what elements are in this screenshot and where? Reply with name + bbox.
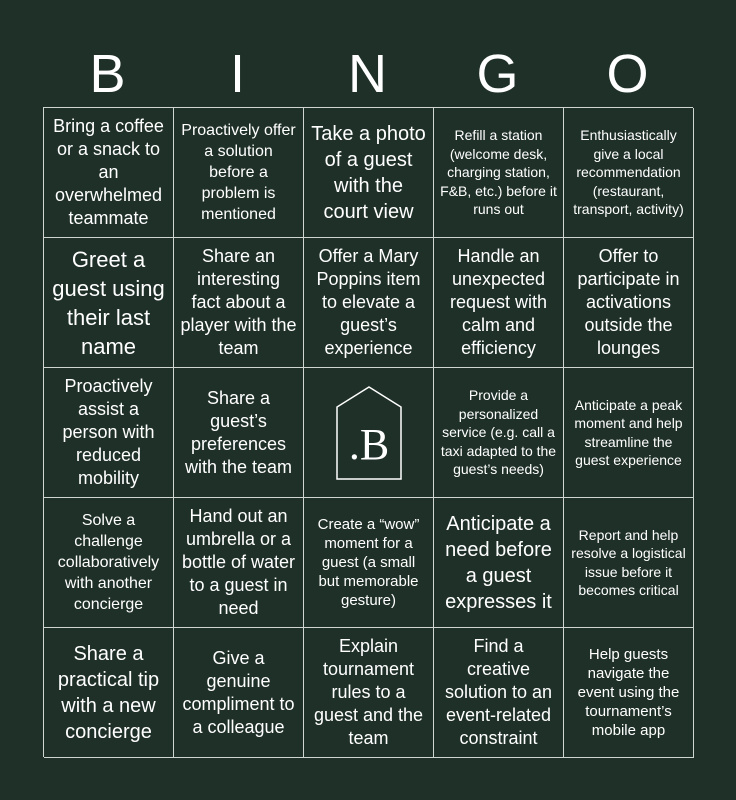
bingo-cell-r5c4[interactable]	[434, 628, 564, 758]
cell-text: Handle an unexpected request with calm and efficiency	[449, 246, 548, 358]
bingo-cell-r1c3[interactable]	[304, 108, 434, 238]
bingo-cell-r1c1[interactable]	[44, 108, 174, 238]
bingo-cell-r1c4[interactable]	[434, 108, 564, 238]
cell-text: Anticipate a need before a guest expresses it	[445, 512, 552, 613]
cell-text: Greet a guest using their last name	[52, 246, 165, 359]
cell-text: Share an interesting fact about a player with the team	[180, 246, 297, 358]
bingo-header	[43, 42, 693, 106]
cell-text: Share a guest’s preferences with the team	[184, 387, 293, 477]
cell-text: Report and help resolve a logistical issue before it becomes critical	[571, 526, 686, 598]
bingo-cell-r2c4[interactable]	[434, 238, 564, 368]
cell-text: Create a “wow” moment for a guest (a small but memorable gesture)	[317, 516, 420, 609]
header-letter-o: O	[606, 44, 650, 104]
bingo-cell-r1c2[interactable]	[174, 108, 304, 238]
bingo-cell-r4c3[interactable]	[304, 498, 434, 628]
header-letter-i: I	[229, 44, 246, 104]
bingo-cell-r4c4[interactable]	[434, 498, 564, 628]
cell-text: Give a genuine compliment to a colleague	[182, 647, 295, 737]
bingo-cell-r2c3[interactable]	[304, 238, 434, 368]
bingo-cell-r3c1[interactable]	[44, 368, 174, 498]
cell-text: Refill a station (welcome desk, charging station, F&B, etc.) before it runs out	[440, 127, 557, 218]
cell-text: Offer a Mary Poppins item to elevate a guest’s experience	[316, 246, 421, 358]
logo-letter: .B	[348, 419, 389, 469]
bingo-cell-r5c1[interactable]	[44, 628, 174, 758]
house-b-logo-icon	[335, 385, 403, 481]
bingo-cell-r5c5[interactable]	[564, 628, 694, 758]
cell-text: Anticipate a peak moment and help streamline the guest experience	[574, 396, 683, 468]
cell-text: Find a creative solution to an event-related constraint	[444, 636, 553, 748]
cell-text: Hand out an umbrella or a bottle of water to a guest in need	[181, 506, 296, 618]
header-letter-g: G	[476, 44, 520, 104]
free-space-cell[interactable]	[304, 368, 434, 498]
bingo-cell-r3c5[interactable]	[564, 368, 694, 498]
cell-text: Provide a personalized service (e.g. call a taxi adapted to the guest’s needs)	[440, 387, 557, 478]
cell-text: Share a practical tip with a new concierge	[57, 642, 160, 743]
cell-text: Take a photo of a guest with the court view	[311, 122, 426, 223]
cell-text: Proactively offer a solution before a problem is mentioned	[181, 122, 296, 223]
cell-text: Enthusiastically give a local recommendation (restaurant, transport, activity)	[573, 127, 684, 218]
bingo-cell-r5c3[interactable]	[304, 628, 434, 758]
cell-text: Offer to participate in activations outside the lounges	[577, 246, 680, 358]
cell-text: Proactively assist a person with reduced mobility	[62, 376, 155, 488]
cell-text: Help guests navigate the event using the tournament’s mobile app	[577, 646, 680, 739]
bingo-cell-r5c2[interactable]	[174, 628, 304, 758]
bingo-cell-r2c5[interactable]	[564, 238, 694, 368]
bingo-grid	[43, 107, 693, 757]
bingo-cell-r2c2[interactable]	[174, 238, 304, 368]
cell-text: Bring a coffee or a snack to an overwhelmed teammate	[53, 116, 164, 228]
header-letter-b: B	[89, 44, 127, 104]
cell-text: Solve a challenge collaboratively with another concierge	[57, 512, 160, 613]
bingo-cell-r4c2[interactable]	[174, 498, 304, 628]
bingo-cell-r3c4[interactable]	[434, 368, 564, 498]
bingo-cell-r4c5[interactable]	[564, 498, 694, 628]
bingo-cell-r2c1[interactable]	[44, 238, 174, 368]
cell-text: Explain tournament rules to a guest and the team	[313, 636, 424, 748]
header-letter-n: N	[348, 44, 388, 104]
bingo-cell-r4c1[interactable]	[44, 498, 174, 628]
bingo-cell-r1c5[interactable]	[564, 108, 694, 238]
bingo-cell-r3c2[interactable]	[174, 368, 304, 498]
